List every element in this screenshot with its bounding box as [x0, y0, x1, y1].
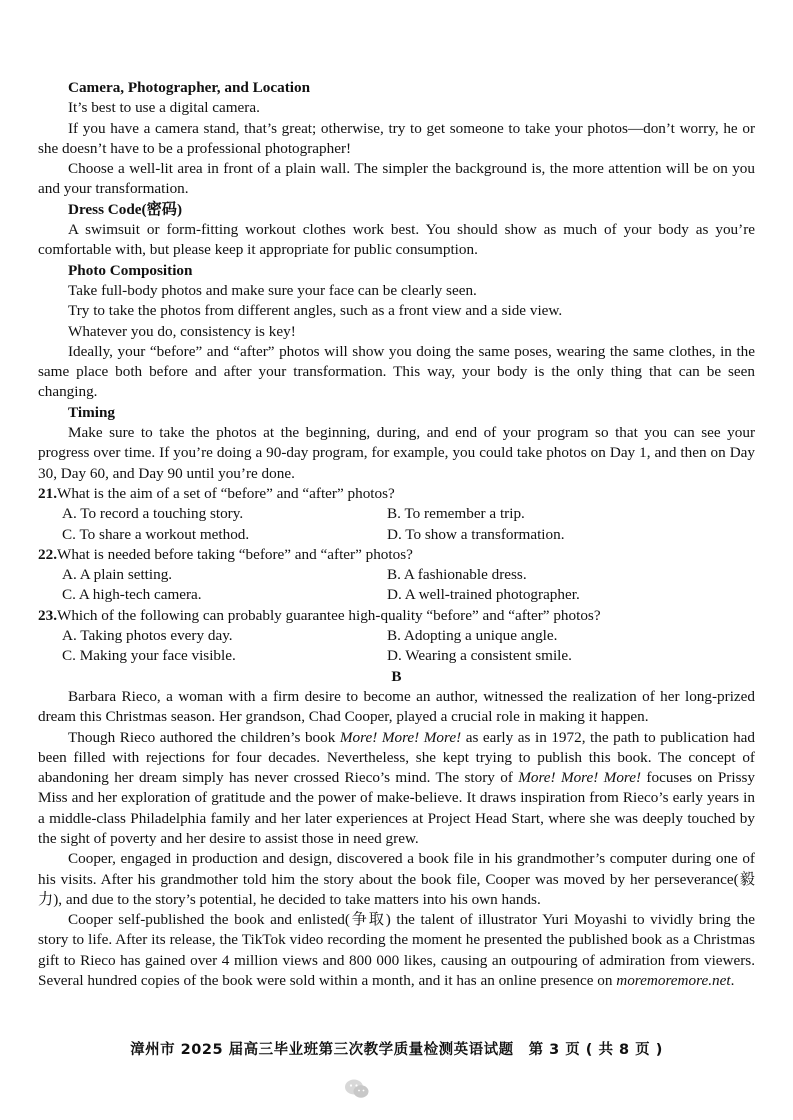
section-b-letter: B [391, 667, 402, 685]
question-23-options [62, 626, 755, 667]
paragraph: A swimsuit or form-fitting workout clothes work best. You should show as much of your body as you’re comfortable with, but please keep it appropriate for public consumption. [38, 221, 755, 259]
wechat-icon [344, 1078, 370, 1100]
text-run: as early as in 1972, the path to publication had been filled with rejections for four decades. Nevertheless, she kept trying to publish this book. The concept of abandoning her dream simply has never crossed Rieco’s mind. The story of [38, 728, 756, 787]
page-footer: 漳州市 2025 届高三毕业班第三次教学质量检测英语试题 第 3 页 ( 共 8 页 ) [130, 1042, 663, 1058]
option-c: C. To share a workout method. [62, 525, 250, 543]
paragraph [38, 728, 755, 850]
option-b: B. To remember a trip. [387, 505, 525, 523]
option-a: A. A plain setting. [62, 566, 173, 584]
section-heading: Photo Composition [68, 261, 193, 279]
text-run: Cooper self-published the book and enlisted(争取) the talent of illustrator Yuri Moyashi to vividly bring the story to life. After its release, the TikTok video recording the moment he presented the published book as a Christmas gift to Rieco has gained over 4 million views and 800 000 likes, causing an outpouring of admiration from viewers. Several hundred copies of the book were sold within a month, and it has an online presence on [38, 911, 755, 990]
option-b: B. Adopting a unique angle. [387, 627, 558, 645]
option-a: A. Taking photos every day. [62, 627, 233, 645]
option-a: A. To record a touching story. [62, 505, 244, 523]
question-number: 22. [38, 545, 57, 563]
question-stem: What is needed before taking “before” and “after” photos? [56, 545, 413, 563]
question-stem: Which of the following can probably guarantee high-quality “before” and “after” photos? [56, 606, 601, 624]
question-number: 21. [38, 484, 57, 502]
paragraph: It’s best to use a digital camera. [68, 99, 260, 117]
paragraph: Try to take the photos from different angles, such as a front view and a side view. [68, 302, 563, 320]
paragraph: Choose a well-lit area in front of a plain wall. The simpler the background is, the more attention will be on you and your transformation. [38, 160, 755, 198]
paragraph: Barbara Rieco, a woman with a firm desire to become an author, witnessed the realization of her long-prized dream this Christmas season. Her grandson, Chad Cooper, played a crucial role in making it happen. [38, 687, 755, 726]
book-title: More! More! More! [518, 769, 642, 787]
text-run: . [730, 972, 735, 990]
option-d: D. To show a transformation. [387, 525, 565, 543]
paragraph: Cooper, engaged in production and design, discovered a book file in his grandmother’s computer during one of his visits. After his grandmother told him the story about the book file, Cooper was moved by her perseverance(毅力), and due to the story’s potential, he decided to take matters into his own hands. [38, 850, 755, 908]
section-heading: Camera, Photographer, and Location [68, 79, 311, 96]
paragraph [38, 910, 755, 991]
option-b: B. A fashionable dress. [387, 566, 527, 584]
text-run: Though Rieco authored the children’s book [68, 728, 340, 746]
paragraph: Make sure to take the photos at the beginning, during, and end of your program so that you can see your progress over time. If you’re doing a 90-day program, for example, you could take photos on Day 1, and then on Day 30, Day 60, and Day 90 until you’re done. [38, 424, 755, 482]
question-22-options [62, 565, 755, 606]
text-run: focuses on Prissy Miss and her exploration of gratitude and the power of make-believe. It draws inspiration from Rieco’s early years in a middle-class Philadelphia family and her later experiences at Project Head Start, where she was deeply touched by the sight of poverty and her desire to assist those in need grew. [38, 769, 755, 847]
paragraph: If you have a camera stand, that’s great; otherwise, try to get someone to take your photos—don’t worry, he or she doesn’t have to be a professional photographer! [38, 119, 755, 157]
option-d: D. Wearing a consistent smile. [387, 647, 572, 665]
question-stem: What is the aim of a set of “before” and “after” photos? [56, 484, 395, 502]
section-heading: Dress Code(密码) [68, 200, 183, 218]
question-21 [38, 484, 755, 504]
question-22 [38, 545, 755, 565]
paragraph: Take full-body photos and make sure your face can be clearly seen. [68, 281, 477, 299]
paragraph: Whatever you do, consistency is key! [68, 322, 296, 340]
option-d: D. A well-trained photographer. [387, 586, 580, 604]
book-title: More! More! More! [339, 728, 462, 746]
option-c: C. Making your face visible. [62, 647, 236, 665]
question-23 [38, 606, 755, 626]
website-link: moremoremore.net [616, 972, 731, 990]
option-c: C. A high-tech camera. [62, 586, 202, 604]
question-21-options [62, 504, 755, 545]
paragraph: Ideally, your “before” and “after” photos will show you doing the same poses, wearing the same clothes, in the same place both before and after your transformation. This way, your body is the only thing that can be seen changing. [38, 342, 755, 401]
question-number: 23. [38, 606, 57, 624]
section-heading: Timing [68, 403, 115, 421]
